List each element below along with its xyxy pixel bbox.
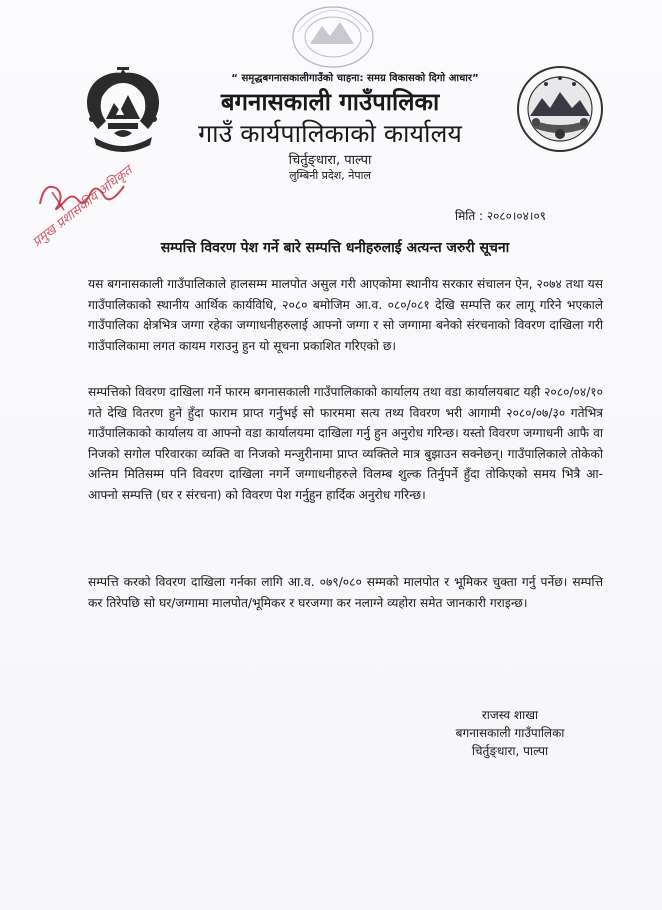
paragraph-2: सम्पत्तिको विवरण दाखिला गर्ने फारम बगनासकाली गाउँपालिकाको कार्यालय तथा वडा कार्यालयबाट यही २०८०/०४/१० गते देखि वितरण हुने हुँदा फाराम प्राप्त गर्नुभई सो फारममा सत्य तथ्य विवरण भरी आगामी २०८०/०७/३० गतेभित्र गाउँपालिकाको कार्यालय वा आफ्नो वडा कार्यालयमा दाखिला गर्नु हुन अनुरोध गरिन्छ। यस्तो विवरण जग्गाधनी आफै वा निजको सगोल परिवारका व्यक्ति वा निजको मन्जुरीनामा प्राप्त व्यक्तिले मात्र बुझाउन सक्नेछन्। गाउँपालिकाले तोकेको अन्तिम मितिसम्म पनि विवरण दाखिला नगर्ने जग्गाधनीहरुले विलम्ब शुल्क तिर्नुपर्ने हुँदा तोकिएको समय भित्रै आ-आफ्नो सम्पत्ति (घर र संरचना) को विवरण पेश गर्नुहुन हार्दिक अनुरोध गरिन्छ। — [88, 385, 603, 502]
notice-date: मिति : २०८०।०४।०९ — [455, 209, 546, 223]
office-motto: “ समृद्धबगनासकालीगाउँको चाहना: समग्र विकासको दिगो आधार” — [231, 73, 479, 84]
signature-office: बगनासकाली गाउँपालिका — [455, 726, 565, 740]
signature-department: राजस्व शाखा — [481, 708, 539, 722]
address-line-1: चिर्तुङ्धारा, पाल्पा — [288, 153, 372, 168]
signature-address: चिर्तुङ्धारा, पाल्पा — [471, 744, 549, 758]
office-title: गाउँ कार्यपालिकाको कार्यालय — [198, 119, 462, 148]
paragraph-3: सम्पत्ति करको विवरण दाखिला गर्नका लागि आ.व. ०७९/०८० सम्मको मालपोत र भूमिकर चुक्ता गर्नु पर्नेछ। सम्पत्ति कर तिरेपछि सो घर/जग्गामा मालपोत/भूमिकर र घरजग्गा कर नलाग्ने व्यहोरा समेत जानकारी गराइन्छ। — [88, 575, 603, 610]
office-seal-icon — [290, 4, 376, 70]
office-name: बगनासकाली गाउँपालिका — [220, 88, 440, 116]
municipality-logo-icon — [516, 64, 604, 154]
address-line-2: लुम्बिनी प्रदेश, नेपाल — [289, 169, 371, 182]
stamp-text: प्रमुख प्रशासकीय अधिकृत — [29, 163, 136, 251]
paragraph-1: यस बगनासकाली गाउँपालिकाले हालसम्म मालपोत असुल गरी आएकोमा स्थानीय सरकार संचालन ऐन, २०७४ तथा यस गाउँपालिकाको स्थानीय आर्थिक कार्यविधि, २०८० बमोजिम आ.व. ०८०/०८१ देखि सम्पत्ति कर लागू गरिने भएकाले गाउँपालिका क्षेत्रभित्र जग्गा रहेका जग्गाधनीहरुलाई आफ्नो जग्गा र सो जग्गामा बनेको संरचनाको विवरण दाखिला गरी गाउँपालिकामा लगत कायम गराउनु हुन यो सूचना प्रकाशित गरिएको छ। — [88, 277, 603, 353]
notice-subject: सम्पत्ति विवरण पेश गर्ने बारे सम्पत्ति धनीहरुलाई अत्यन्त जरुरी सूचना — [160, 240, 510, 256]
